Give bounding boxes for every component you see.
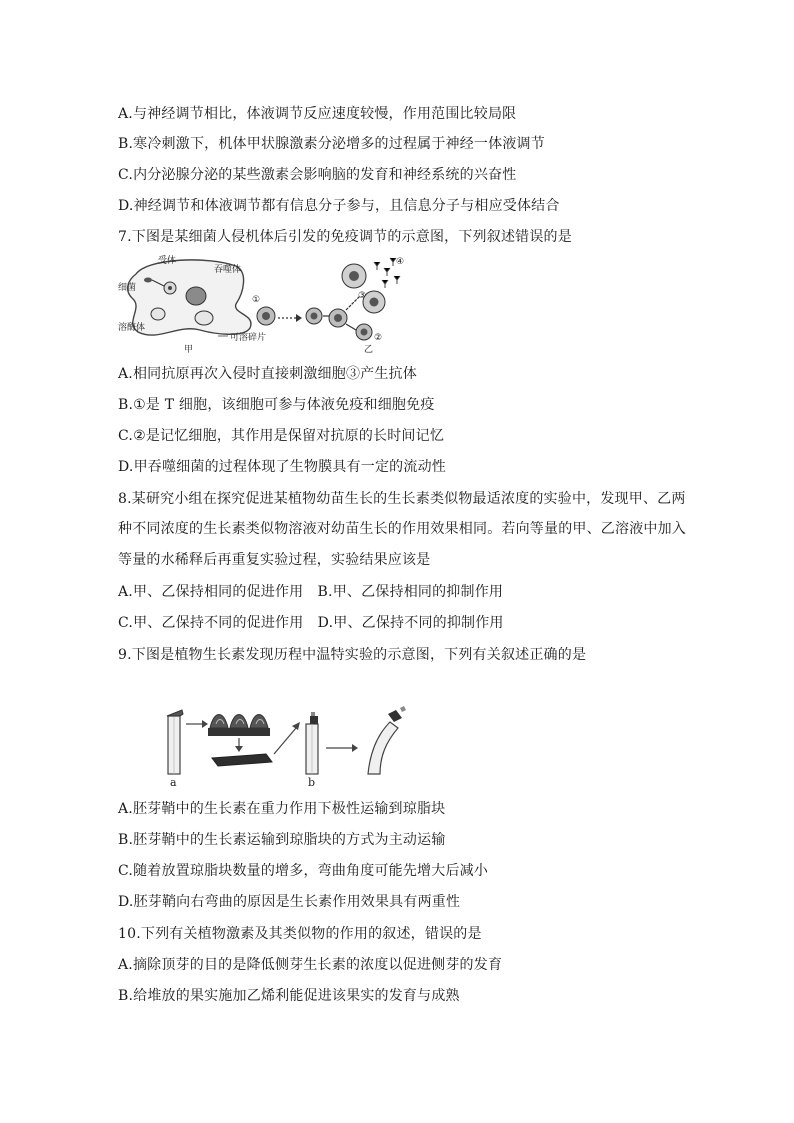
- label-b: b: [308, 776, 316, 788]
- label-a: a: [170, 776, 177, 788]
- q6-option-c: C.内分泌腺分泌的某些激素会影响脑的发育和神经系统的兴奋性: [118, 167, 517, 183]
- q8-options-ab: A.甲、乙保持相同的促进作用 B.甲、乙保持相同的抑制作用: [118, 584, 504, 600]
- coleoptile-tip: [167, 710, 183, 716]
- bacterium: [144, 278, 152, 283]
- q6-option-d: D.神经调节和体液调节都有信息分子参与，且信息分子与相应受体结合: [118, 198, 560, 214]
- immune-response-figure: [118, 252, 410, 356]
- label-4: ④: [396, 257, 405, 267]
- vesicle: [195, 311, 213, 325]
- went-experiment-diagram: [154, 700, 410, 788]
- went-experiment-figure: [154, 700, 410, 788]
- lysosome: [151, 308, 165, 320]
- q7-option-c: C.②是记忆细胞，其作用是保留对抗原的长时间记忆: [118, 428, 445, 444]
- q9-stem: 9.下图是植物生长素发现历程中温特实验的示意图，下列有关叙述正确的是: [118, 647, 587, 663]
- bent-agar: [388, 710, 402, 722]
- label-receptor: 受体: [158, 256, 177, 266]
- q8-stem-line-1: 8.某研究小组在探究促进某植物幼苗生长的生长素类似物最适浓度的实验中，发现甲、乙两: [118, 491, 686, 507]
- label-fragments: 可溶碎片: [230, 333, 267, 343]
- q8-options-cd: C.甲、乙保持不同的促进作用 D.甲、乙保持不同的抑制作用: [118, 615, 504, 631]
- agar-blocks: [212, 754, 272, 766]
- q9-option-d: D.胚芽鞘向右弯曲的原因是生长素作用效果具有两重性: [118, 894, 461, 910]
- label-phagosome: 吞噬体: [214, 265, 242, 275]
- agar-block-top: [208, 728, 270, 736]
- label-2: ②: [374, 333, 383, 343]
- macrophage-nucleus: [186, 287, 206, 305]
- bent-coleoptile: [368, 722, 398, 774]
- q8-stem-line-2: 种不同浓度的生长素类似物溶液对幼苗生长的作用效果相同。若向等量的甲、乙溶液中加入: [118, 521, 686, 537]
- q9-option-c: C.随着放置琼脂块数量的增多，弯曲角度可能先增大后减小: [118, 863, 489, 879]
- q8-stem-line-3: 等量的水稀释后再重复实验过程，实验结果应该是: [118, 552, 431, 568]
- label-lysosome: 溶酶体: [118, 323, 146, 333]
- q10-option-a: A.摘除顶芽的目的是降低侧芽生长素的浓度以促进侧芽的发育: [118, 957, 503, 973]
- tips-on-agar: [210, 715, 268, 729]
- immune-response-diagram: [118, 252, 410, 356]
- q7-option-b: B.①是 T 细胞，该细胞可参与体液免疫和细胞免疫: [118, 397, 435, 413]
- q7-stem: 7.下图是某细菌人侵机体后引发的免疫调节的示意图，下列叙述错误的是: [118, 229, 572, 245]
- label-yi: 乙: [364, 345, 374, 355]
- label-1: ①: [252, 295, 261, 305]
- q6-option-b: B.寒冷刺激下，机体甲状腺激素分泌增多的过程属于神经一体液调节: [118, 136, 545, 152]
- q7-option-a: A.相同抗原再次入侵时直接刺激细胞③产生抗体: [118, 366, 417, 382]
- q6-option-a: A.与神经调节相比，体液调节反应速度较慢，作用范围比较局限: [118, 106, 517, 122]
- label-3: ③: [358, 291, 367, 301]
- label-jia: 甲: [184, 345, 194, 355]
- q9-option-b: B.胚芽鞘中的生长素运输到琼脂块的方式为主动运输: [118, 832, 446, 848]
- q10-stem: 10.下列有关植物激素及其类似物的作用的叙述，错误的是: [118, 926, 482, 942]
- q7-option-d: D.甲吞噬细菌的过程体现了生物膜具有一定的流动性: [118, 459, 446, 475]
- q10-option-b: B.给堆放的果实施加乙烯利能促进该果实的发育与成熟: [118, 988, 460, 1004]
- q9-option-a: A.胚芽鞘中的生长素在重力作用下极性运输到琼脂块: [118, 801, 446, 817]
- agar-on-right-side: [310, 716, 318, 724]
- label-bacteria: 细菌: [118, 283, 137, 293]
